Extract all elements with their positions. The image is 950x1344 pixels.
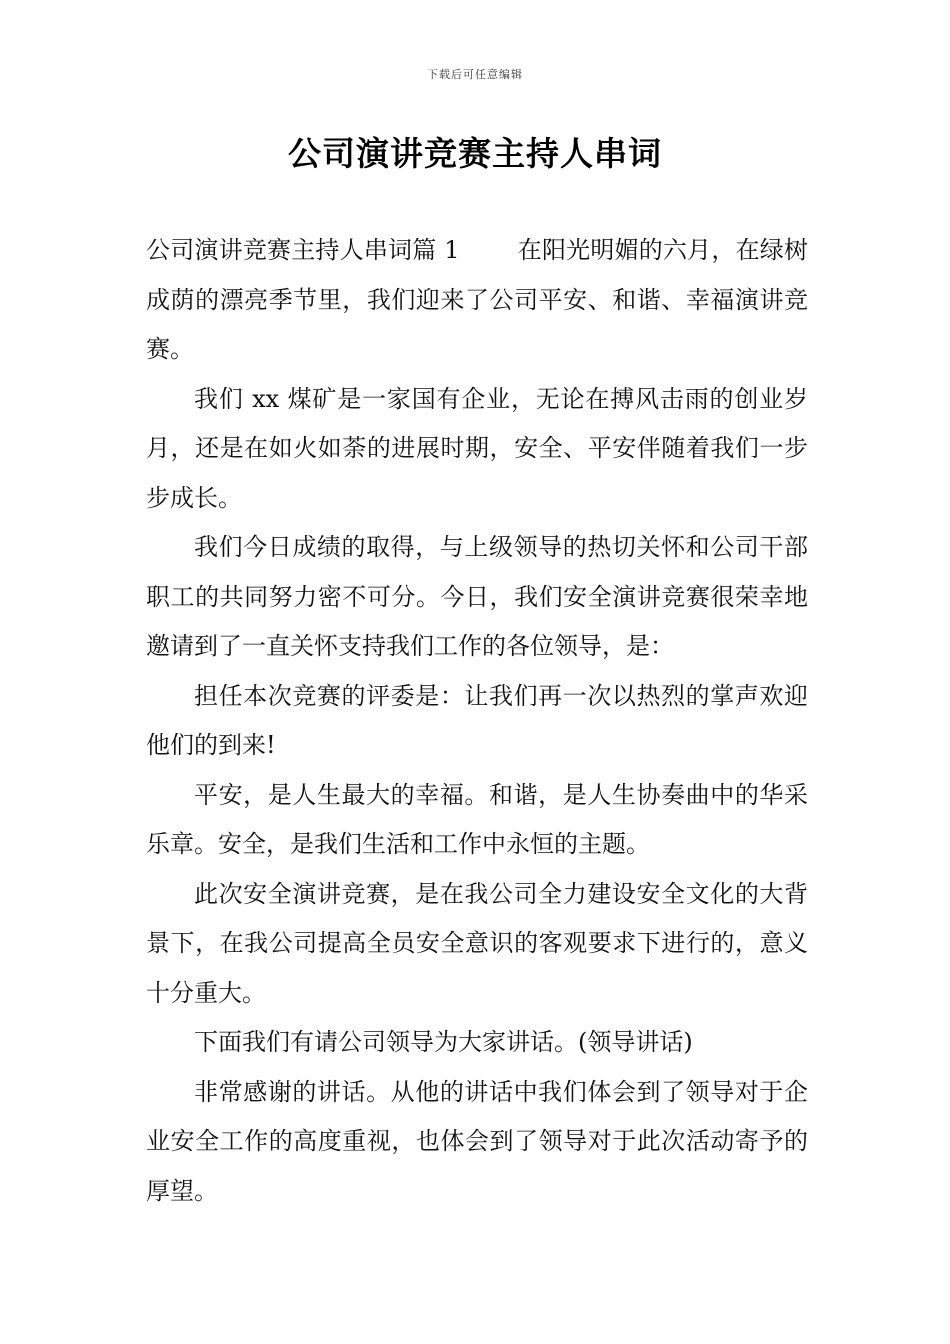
paragraph-1-text: 在阳光明媚的六月，在绿树成荫的漂亮季节里，我们迎来了公司平安、和谐、幸福演讲竞赛。 [146,236,808,363]
paragraph-4: 担任本次竞赛的评委是：让我们再一次以热烈的掌声欢迎他们的到来! [146,681,808,759]
paragraph-3: 我们今日成绩的取得，与上级领导的热切关怀和公司干部职工的共同努力密不可分。今日，我们安全演讲竞赛很荣幸地邀请到了一直关怀支持我们工作的各位领导，是： [146,533,808,660]
paragraph-2: 我们 xx 煤矿是一家国有企业，无论在搏风击雨的创业岁月，还是在如火如荼的进展时期，安全、平安伴随着我们一步步成长。 [146,384,808,512]
paragraph-7: 下面我们有请公司领导为大家讲话。(领导讲话) [194,1028,693,1056]
document-body [146,226,808,1216]
paragraph-5: 平安，是人生最大的幸福。和谐，是人生协奏曲中的华采乐章。安全，是我们生活和工作中永恒的主题。 [146,780,808,858]
header-note: 下载后可任意编辑 [427,68,523,81]
paragraph-8: 非常感谢的讲话。从他的讲话中我们体会到了领导对于企业安全工作的高度重视，也体会到了领导对于此次活动寄予的厚望。 [146,1077,808,1205]
paragraph-1 [146,226,808,375]
paragraph-1-lead: 公司演讲竞赛主持人串词篇 1 [146,236,460,264]
paragraph-6: 此次安全演讲竞赛，是在我公司全力建设安全文化的大背景下，在我公司提高全员安全意识的客观要求下进行的，意义十分重大。 [146,879,808,1007]
document-title: 公司演讲竞赛主持人串词 [288,134,662,173]
